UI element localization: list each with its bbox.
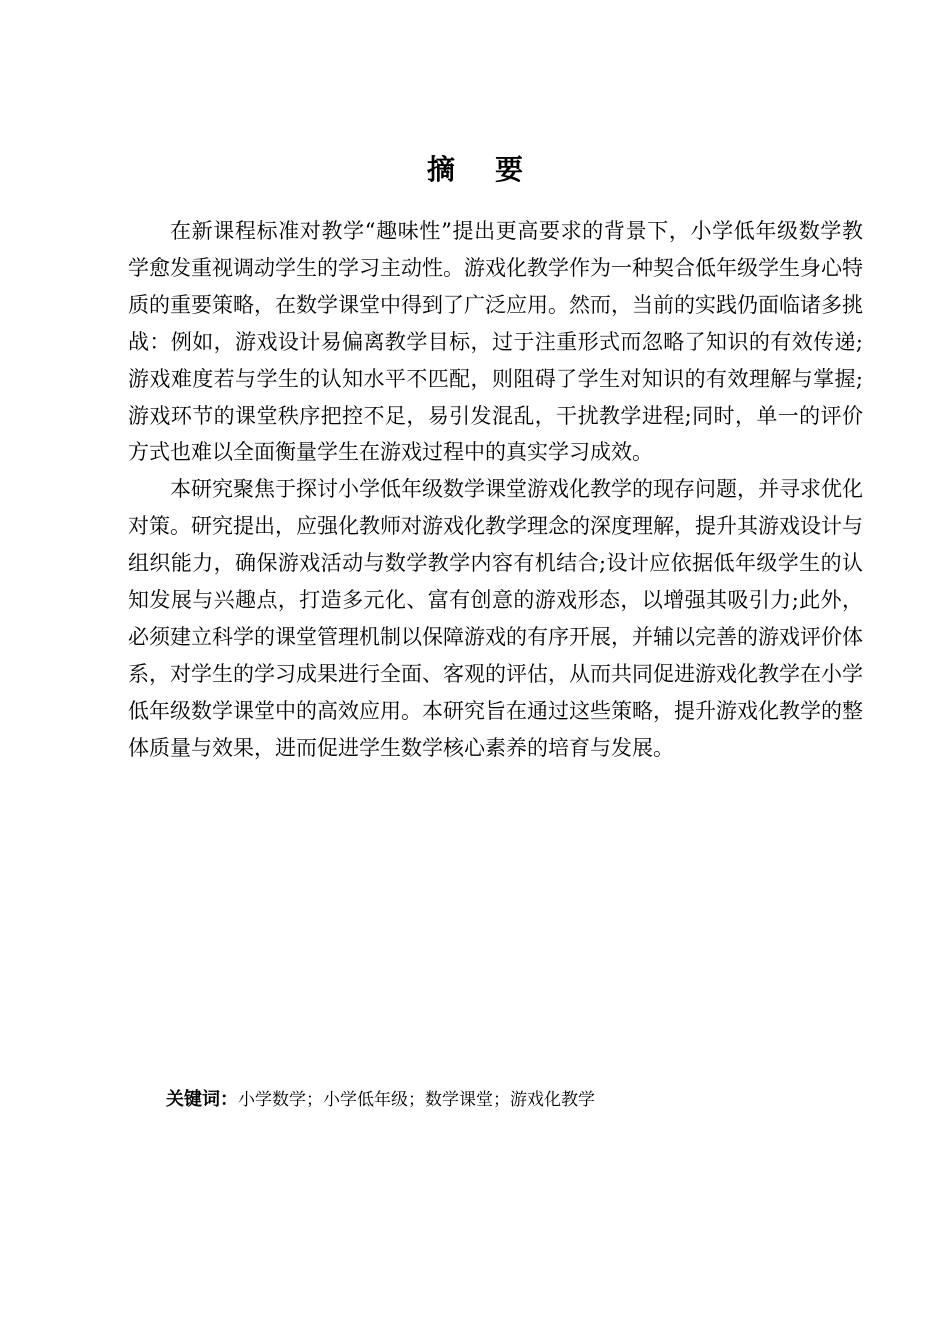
abstract-body	[128, 213, 863, 767]
abstract-title-left: 摘	[426, 153, 455, 186]
abstract-paragraph-2: 本研究聚焦于探讨小学低年级数学课堂游戏化教学的现存问题，并寻求优化对策。研究提出，应强化教师对游戏化教学理念的深度理解，提升其游戏设计与组织能力，确保游戏活动与数学教学内容有机结合;设计应依据低年级学生的认知发展与兴趣点，打造多元化、富有创意的游戏形态，以增强其吸引力;此外，必须建立科学的课堂管理机制以保障游戏的有序开展，并辅以完善的游戏评价体系，对学生的学习成果进行全面、客观的评估，从而共同促进游戏化教学在小学低年级数学课堂中的高效应用。本研究旨在通过这些策略，提升游戏化教学的整体质量与效果，进而促进学生数学核心素养的培育与发展。	[128, 477, 863, 760]
abstract-title-right: 要	[495, 153, 524, 186]
keywords-label: 关键词：	[166, 1089, 238, 1110]
keywords-line	[166, 1086, 866, 1114]
abstract-title	[0, 150, 950, 190]
abstract-paragraph-1: 在新课程标准对教学“趣味性”提出更高要求的背景下，小学低年级数学教学愈发重视调动学生的学习主动性。游戏化教学作为一种契合低年级学生身心特质的重要策略，在数学课堂中得到了广泛应用。然而，当前的实践仍面临诸多挑战：例如，游戏设计易偏离教学目标，过于注重形式而忽略了知识的有效传递;游戏难度若与学生的认知水平不匹配，则阻碍了学生对知识的有效理解与掌握;游戏环节的课堂秩序把控不足，易引发混乱，干扰教学进程;同时，单一的评价方式也难以全面衡量学生在游戏过程中的真实学习成效。	[128, 219, 863, 465]
keywords-text: 小学数学；小学低年级；数学课堂；游戏化教学	[238, 1090, 595, 1110]
